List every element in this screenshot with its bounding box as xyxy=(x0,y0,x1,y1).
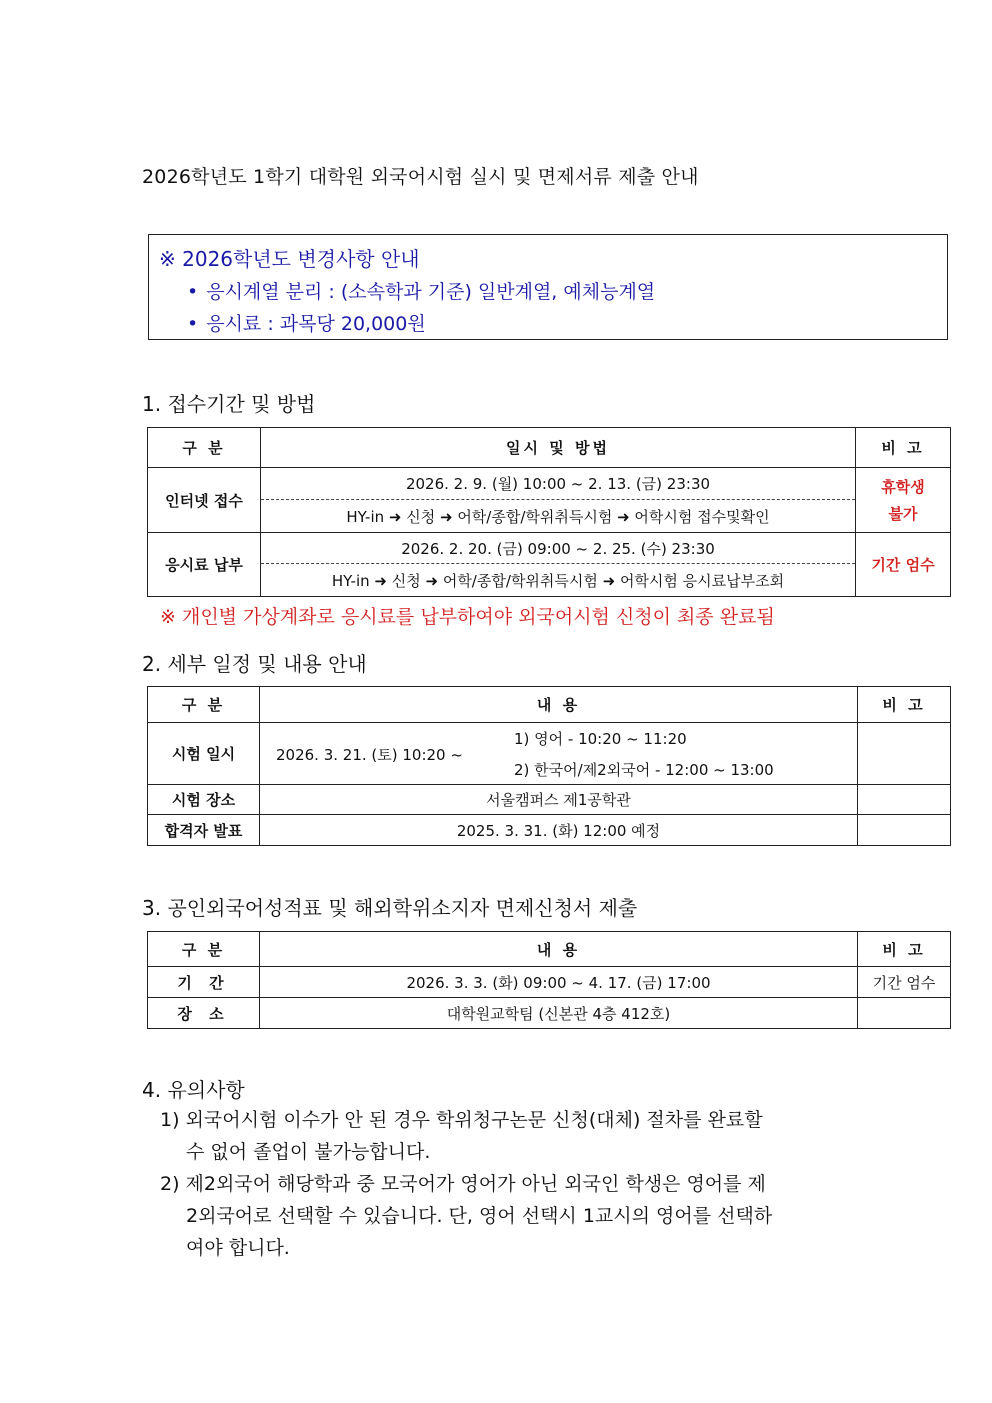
method-cell: HY-in ➜ 신청 ➜ 어학/종합/학위취득시험 ➜ 어학시험 접수및확인 xyxy=(261,500,856,533)
note-item-1: 1) 외국어시험 이수가 안 된 경우 학위청구논문 신청(대체) 절차를 완료할 xyxy=(160,1109,763,1131)
col-header: 구 분 xyxy=(148,687,260,723)
period-cell: 2026. 2. 20. (금) 09:00 ~ 2. 25. (수) 23:30 xyxy=(261,533,856,564)
col-header: 내 용 xyxy=(260,687,858,723)
exemption-table xyxy=(147,931,951,1029)
exam-slot: 1) 영어 - 10:20 ~ 11:20 xyxy=(514,730,687,748)
note-item-2-cont: 2외국어로 선택할 수 있습니다. 단, 영어 선택시 1교시의 영어를 선택하 xyxy=(186,1205,773,1227)
note-line: 불가 xyxy=(888,505,918,523)
exam-time-cell xyxy=(260,723,858,785)
row-label: 인터넷 접수 xyxy=(148,468,261,533)
note-item-2-cont: 여야 합니다. xyxy=(186,1237,290,1259)
period-cell: 2026. 3. 3. (화) 09:00 ~ 4. 17. (금) 17:00 xyxy=(260,967,858,998)
note-cell xyxy=(858,785,951,815)
section2-heading: 2. 세부 일정 및 내용 안내 xyxy=(142,652,367,676)
col-header: 구 분 xyxy=(148,428,261,468)
period-cell: 2026. 2. 9. (월) 10:00 ~ 2. 13. (금) 23:30 xyxy=(261,468,856,500)
bullet-icon: • xyxy=(187,313,199,335)
place-cell: 서울캠퍼스 제1공학관 xyxy=(260,785,858,815)
row-label: 합격자 발표 xyxy=(148,815,260,846)
place-cell: 대학원교학팀 (신본관 4층 412호) xyxy=(260,998,858,1029)
section1-heading: 1. 접수기간 및 방법 xyxy=(142,392,316,416)
notice-item xyxy=(187,309,426,336)
row-label: 응시료 납부 xyxy=(148,533,261,597)
col-header: 비 고 xyxy=(858,687,951,723)
notice-heading: ※ 2026학년도 변경사항 안내 xyxy=(159,247,420,271)
schedule-table xyxy=(147,686,951,846)
note-cell: 기간 엄수 xyxy=(856,533,951,597)
note-line: 휴학생 xyxy=(881,478,925,496)
col-header: 비 고 xyxy=(856,428,951,468)
note-cell: 기간 엄수 xyxy=(858,967,951,998)
col-header: 구 분 xyxy=(148,932,260,967)
page-title: 2026학년도 1학기 대학원 외국어시험 실시 및 면제서류 제출 안내 xyxy=(142,166,699,188)
exam-date: 2026. 3. 21. (토) 10:20 ~ xyxy=(276,746,463,764)
note-cell xyxy=(858,998,951,1029)
note-cell xyxy=(858,723,951,785)
row-label: 장 소 xyxy=(148,998,260,1029)
col-header: 내 용 xyxy=(260,932,858,967)
notice-item xyxy=(187,277,655,304)
row-label: 시험 장소 xyxy=(148,785,260,815)
note-item-1-cont: 수 없어 졸업이 불가능합니다. xyxy=(186,1141,431,1163)
change-notice-box xyxy=(148,234,948,340)
notice-item-text: 응시료 : 과목당 20,000원 xyxy=(206,313,426,335)
note-item-2: 2) 제2외국어 해당학과 중 모국어가 영어가 아닌 외국인 학생은 영어를 제 xyxy=(160,1173,766,1195)
col-header: 비 고 xyxy=(858,932,951,967)
exam-slot: 2) 한국어/제2외국어 - 12:00 ~ 13:00 xyxy=(514,761,774,779)
application-table xyxy=(147,427,951,597)
row-label: 기 간 xyxy=(148,967,260,998)
notice-item-text: 응시계열 분리 : (소속학과 기준) 일반계열, 예체능계열 xyxy=(206,281,656,303)
note-cell xyxy=(856,468,951,533)
payment-warning: ※ 개인별 가상계좌로 응시료를 납부하여야 외국어시험 신청이 최종 완료됨 xyxy=(160,606,775,628)
method-cell: HY-in ➜ 신청 ➜ 어학/종합/학위취득시험 ➜ 어학시험 응시료납부조회 xyxy=(261,564,856,597)
section3-heading: 3. 공인외국어성적표 및 해외학위소지자 면제신청서 제출 xyxy=(142,896,638,920)
result-cell: 2025. 3. 31. (화) 12:00 예정 xyxy=(260,815,858,846)
note-cell xyxy=(858,815,951,846)
section4-heading: 4. 유의사항 xyxy=(142,1078,245,1102)
bullet-icon: • xyxy=(187,281,199,303)
col-header: 일시 및 방법 xyxy=(261,428,856,468)
row-label: 시험 일시 xyxy=(148,723,260,785)
